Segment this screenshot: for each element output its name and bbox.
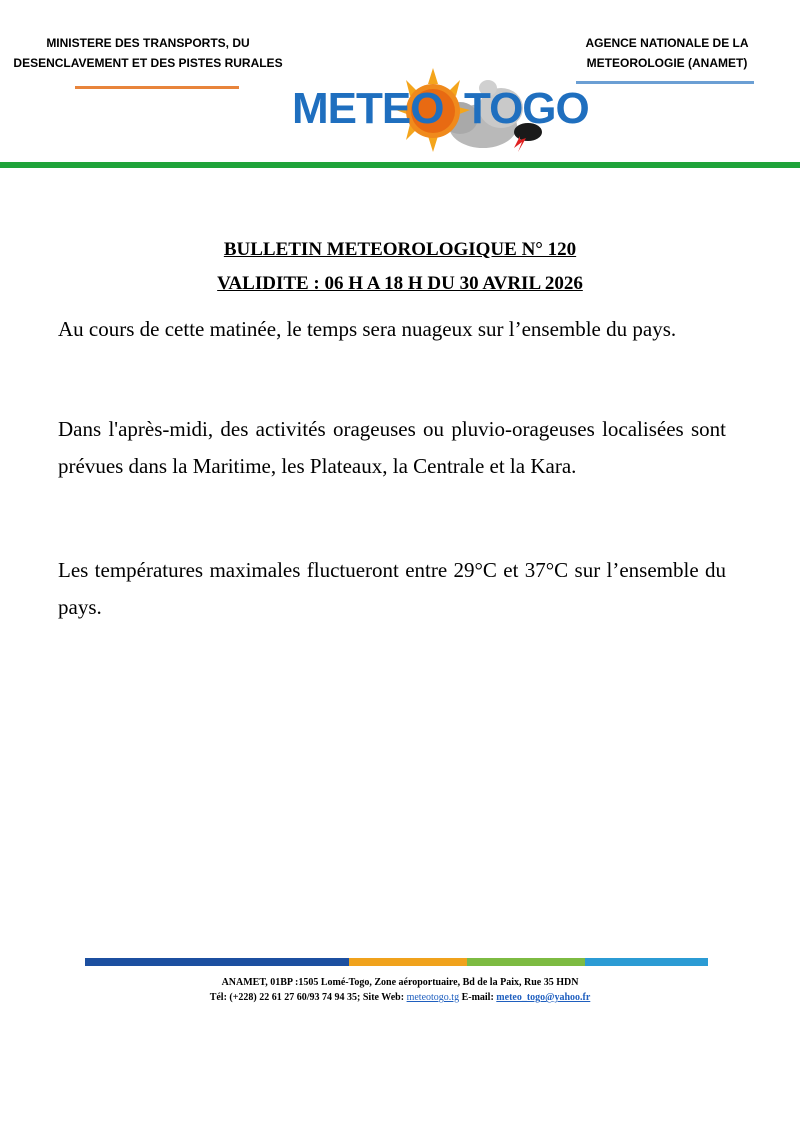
footer-website-link[interactable]: meteotogo.tg (406, 992, 460, 1003)
footer-address: ANAMET, 01BP :1505 Lomé-Togo, Zone aéroportuaire, Bd de la Paix, Rue 35 HDN (221, 977, 579, 988)
agency-line-2: METEOROLOGIE (ANAMET) (586, 56, 748, 70)
orange-rule (75, 86, 239, 89)
agency-line-1: AGENCE NATIONALE DE LA (585, 36, 749, 50)
bulletin-validity: VALIDITE : 06 H A 18 H DU 30 AVRIL 2026 (217, 273, 583, 294)
paragraph-temperatures: Les températures maximales fluctueront entre 29°C et 37°C sur l’ensemble du pays. (58, 558, 726, 619)
bulletin-title: BULLETIN METEOROLOGIQUE N° 120 (223, 239, 577, 260)
footer-email-link[interactable]: meteo_togo@yahoo.fr (496, 992, 591, 1003)
footer-bar-lightblue-segment (585, 958, 708, 966)
footer-phone: Tél: (+228) 22 61 27 60/93 74 94 35; Site Web: (209, 992, 407, 1003)
ministry-header (0, 33, 296, 73)
footer-contact (0, 991, 800, 1005)
ministry-line-2: DESENCLAVEMENT ET DES PISTES RURALES (13, 56, 283, 70)
paragraph-morning: Au cours de cette matinée, le temps sera nuageux sur l’ensemble du pays. (58, 317, 677, 341)
logo-meteo-text: METEO (292, 84, 444, 133)
paragraph-afternoon: Dans l'après-midi, des activités orageuses ou pluvio-orageuses localisées sont prévues dans la Maritime, les Plateaux, la Centrale et la Kara. (58, 417, 726, 478)
footer-bar-orange-segment (349, 958, 467, 966)
footer-email-label: E-mail: (459, 992, 497, 1003)
footer-bar-blue-segment (85, 958, 349, 966)
blue-rule (576, 81, 754, 84)
footer-color-bar (85, 958, 708, 966)
header-green-divider (0, 162, 800, 168)
footer-bar-green-segment (467, 958, 585, 966)
meteo-togo-logo (288, 66, 598, 152)
logo-togo-text: TOGO (464, 84, 589, 133)
ministry-line-1: MINISTERE DES TRANSPORTS, DU (46, 36, 250, 50)
